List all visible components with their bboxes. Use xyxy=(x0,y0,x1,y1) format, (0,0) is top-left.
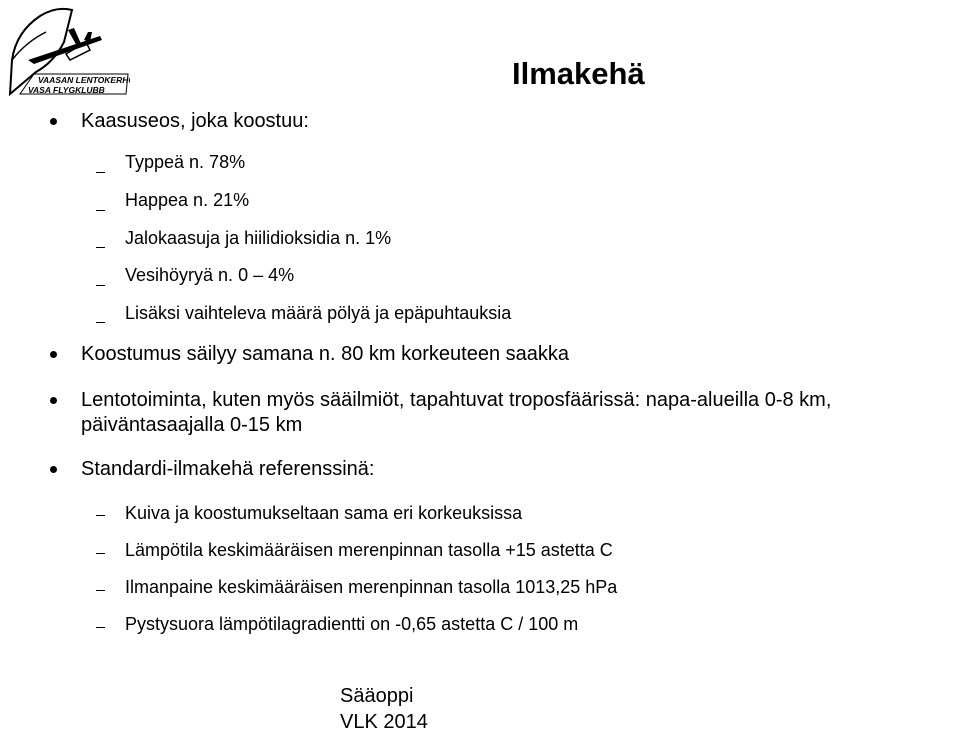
dash-bullet xyxy=(96,210,105,211)
bullet-text-continued: päiväntasaajalla 0-15 km xyxy=(81,414,303,436)
bullet-dot xyxy=(50,466,57,473)
dash-bullet xyxy=(96,322,105,323)
sub-bullet-text: Lämpötila keskimääräisen merenpinnan tasolla +15 astetta C xyxy=(125,540,613,560)
sub-bullet-text: Typpeä n. 78% xyxy=(125,152,246,172)
footer-course: Sääoppi xyxy=(340,685,414,707)
dash-bullet xyxy=(96,553,105,554)
sub-bullet-text: Lisäksi vaihteleva määrä pölyä ja epäpuhtauksia xyxy=(125,303,512,323)
footer xyxy=(340,683,428,735)
dash-bullet xyxy=(96,172,105,173)
sub-bullet-text: Ilmanpaine keskimääräisen merenpinnan tasolla 1013,25 hPa xyxy=(125,577,618,597)
glider-logo-icon xyxy=(6,2,130,98)
dash-bullet xyxy=(96,247,105,248)
bullet-text: Kaasuseos, joka koostuu: xyxy=(81,110,309,132)
sub-bullet-text: Pystysuora lämpötilagradientti on -0,65 astetta C / 100 m xyxy=(125,614,579,634)
footer-course-code: VLK 2014 xyxy=(340,711,428,733)
logo-line1: VAASAN LENTOKERHO xyxy=(38,75,130,85)
slide-title: Ilmakehä xyxy=(512,56,645,91)
dash-bullet xyxy=(96,285,105,286)
bullet-dot xyxy=(50,351,57,358)
dash-bullet xyxy=(96,590,105,591)
sub-bullet-text: Kuiva ja koostumukseltaan sama eri korkeuksissa xyxy=(125,503,523,523)
sub-bullet-text: Vesihöyryä n. 0 – 4% xyxy=(125,265,295,285)
logo-line2: VASA FLYGKLUBB xyxy=(28,85,105,95)
bullet-dot xyxy=(50,397,57,404)
bullet-dot xyxy=(50,118,57,125)
bullet-text: Koostumus säilyy samana n. 80 km korkeuteen saakka xyxy=(81,343,570,365)
dash-bullet xyxy=(96,627,105,628)
club-logo xyxy=(6,2,130,98)
dash-bullet xyxy=(96,515,105,516)
sub-bullet-text: Jalokaasuja ja hiilidioksidia n. 1% xyxy=(125,228,392,248)
bullet-text: Lentotoiminta, kuten myös sääilmiöt, tapahtuvat troposfäärissä: napa-alueilla 0-8 km, xyxy=(81,389,832,411)
sub-bullet-text: Happea n. 21% xyxy=(125,190,250,210)
bullet-text: Standardi-ilmakehä referenssinä: xyxy=(81,458,375,480)
